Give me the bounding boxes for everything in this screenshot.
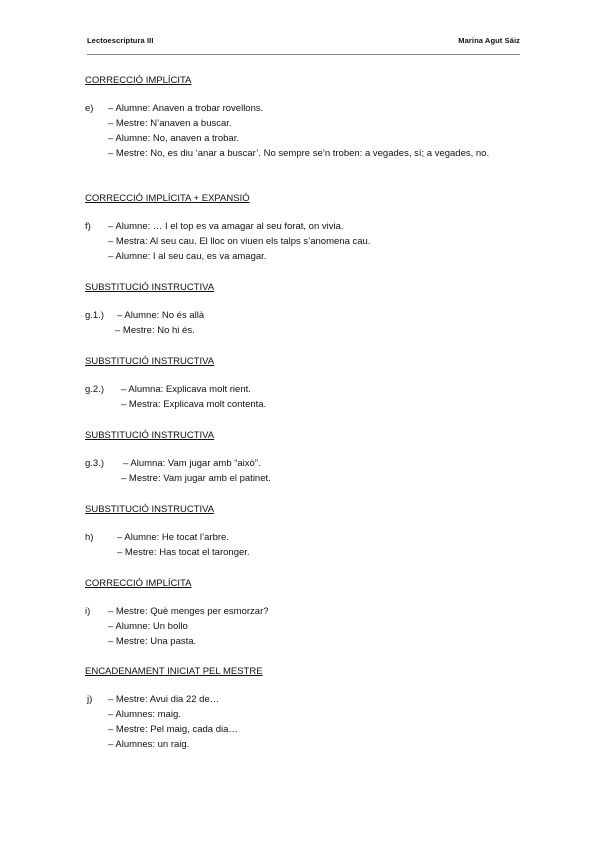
dialogue-line: – Alumne: No, anaven a trobar. bbox=[108, 133, 239, 144]
section-j bbox=[85, 664, 525, 752]
example-item bbox=[85, 219, 525, 264]
item-marker: g.2.) bbox=[85, 384, 105, 395]
section-heading: CORRECCIÓ IMPLÍCITA + EXPANSIÓ bbox=[85, 193, 250, 204]
section-g3 bbox=[85, 428, 525, 486]
dialogue-line: – Alumna: Vam jugar amb “això”. bbox=[123, 458, 261, 469]
section-h bbox=[85, 502, 525, 560]
section-heading: SUBSTITUCIÓ INSTRUCTIVA bbox=[85, 504, 215, 515]
section-heading: SUBSTITUCIÓ INSTRUCTIVA bbox=[85, 282, 215, 293]
dialogue-line: – Alumnes: un raig. bbox=[108, 739, 190, 750]
dialogue-line: – Mestre: No, es diu ‘anar a buscar’. No sempre se’n troben: a vegades, sí; a vegades, no. bbox=[108, 148, 490, 159]
item-marker: i) bbox=[85, 606, 91, 617]
dialogue-line: – Mestre: Avui dia 22 de… bbox=[108, 694, 220, 705]
item-marker: e) bbox=[85, 103, 94, 114]
dialogue-line: – Alumne: … I el top es va amagar al seu forat, on vivia. bbox=[108, 221, 344, 232]
header-divider bbox=[87, 54, 520, 55]
example-item bbox=[85, 530, 525, 560]
example-item bbox=[85, 382, 525, 412]
section-heading: SUBSTITUCIÓ INSTRUCTIVA bbox=[85, 356, 215, 367]
example-item bbox=[85, 604, 525, 649]
dialogue-line: – Mestre: No hi és. bbox=[115, 325, 195, 336]
section-heading: CORRECCIÓ IMPLÍCITA bbox=[85, 75, 192, 86]
example-item bbox=[85, 692, 525, 752]
dialogue-line: – Mestre: Una pasta. bbox=[108, 636, 197, 647]
section-heading: SUBSTITUCIÓ INSTRUCTIVA bbox=[85, 430, 215, 441]
dialogue-line: – Mestre: Què menges per esmorzar? bbox=[108, 606, 269, 617]
header-author: Marina Agut Sáiz bbox=[458, 36, 520, 45]
dialogue-line: – Alumnes: maig. bbox=[108, 709, 181, 720]
section-heading: CORRECCIÓ IMPLÍCITA bbox=[85, 578, 192, 589]
example-item bbox=[85, 101, 525, 161]
header-course-title: Lectoescriptura III bbox=[87, 36, 154, 45]
dialogue-line: – Mestre: Vam jugar amb el patinet. bbox=[121, 473, 271, 484]
item-marker: h) bbox=[85, 532, 94, 543]
section-i bbox=[85, 576, 525, 649]
dialogue-line: – Mestra: Explicava molt contenta. bbox=[121, 399, 267, 410]
item-marker: f) bbox=[85, 221, 91, 232]
dialogue-line: – Alumne: I al seu cau, es va amagar. bbox=[108, 251, 267, 262]
section-g1 bbox=[85, 280, 525, 338]
dialogue-line: – Mestre: Has tocat el taronger. bbox=[117, 547, 250, 558]
item-marker: g.3.) bbox=[85, 458, 105, 469]
section-g2 bbox=[85, 354, 525, 412]
example-item bbox=[85, 456, 525, 486]
item-marker: g.1.) bbox=[85, 310, 105, 321]
section-e bbox=[85, 73, 525, 161]
example-item bbox=[85, 308, 525, 338]
section-heading: ENCADENAMENT INICIAT PEL MESTRE bbox=[85, 666, 263, 677]
dialogue-line: – Mestre: N’anaven a buscar. bbox=[108, 118, 232, 129]
dialogue-line: – Mestra: Al seu cau. El lloc on viuen els talps s’anomena cau. bbox=[108, 236, 371, 247]
dialogue-line: – Alumne: Anaven a trobar rovellons. bbox=[108, 103, 264, 114]
dialogue-line: – Mestre: Pel maig, cada dia… bbox=[108, 724, 238, 735]
dialogue-line: – Alumne: He tocat l’arbre. bbox=[117, 532, 229, 543]
dialogue-line: – Alumne: Un bollo bbox=[108, 621, 188, 632]
dialogue-line: – Alumna: Explicava molt rient. bbox=[121, 384, 251, 395]
section-f bbox=[85, 191, 525, 264]
item-marker: j) bbox=[87, 694, 93, 705]
dialogue-line: – Alumne: No és allà bbox=[117, 310, 205, 321]
